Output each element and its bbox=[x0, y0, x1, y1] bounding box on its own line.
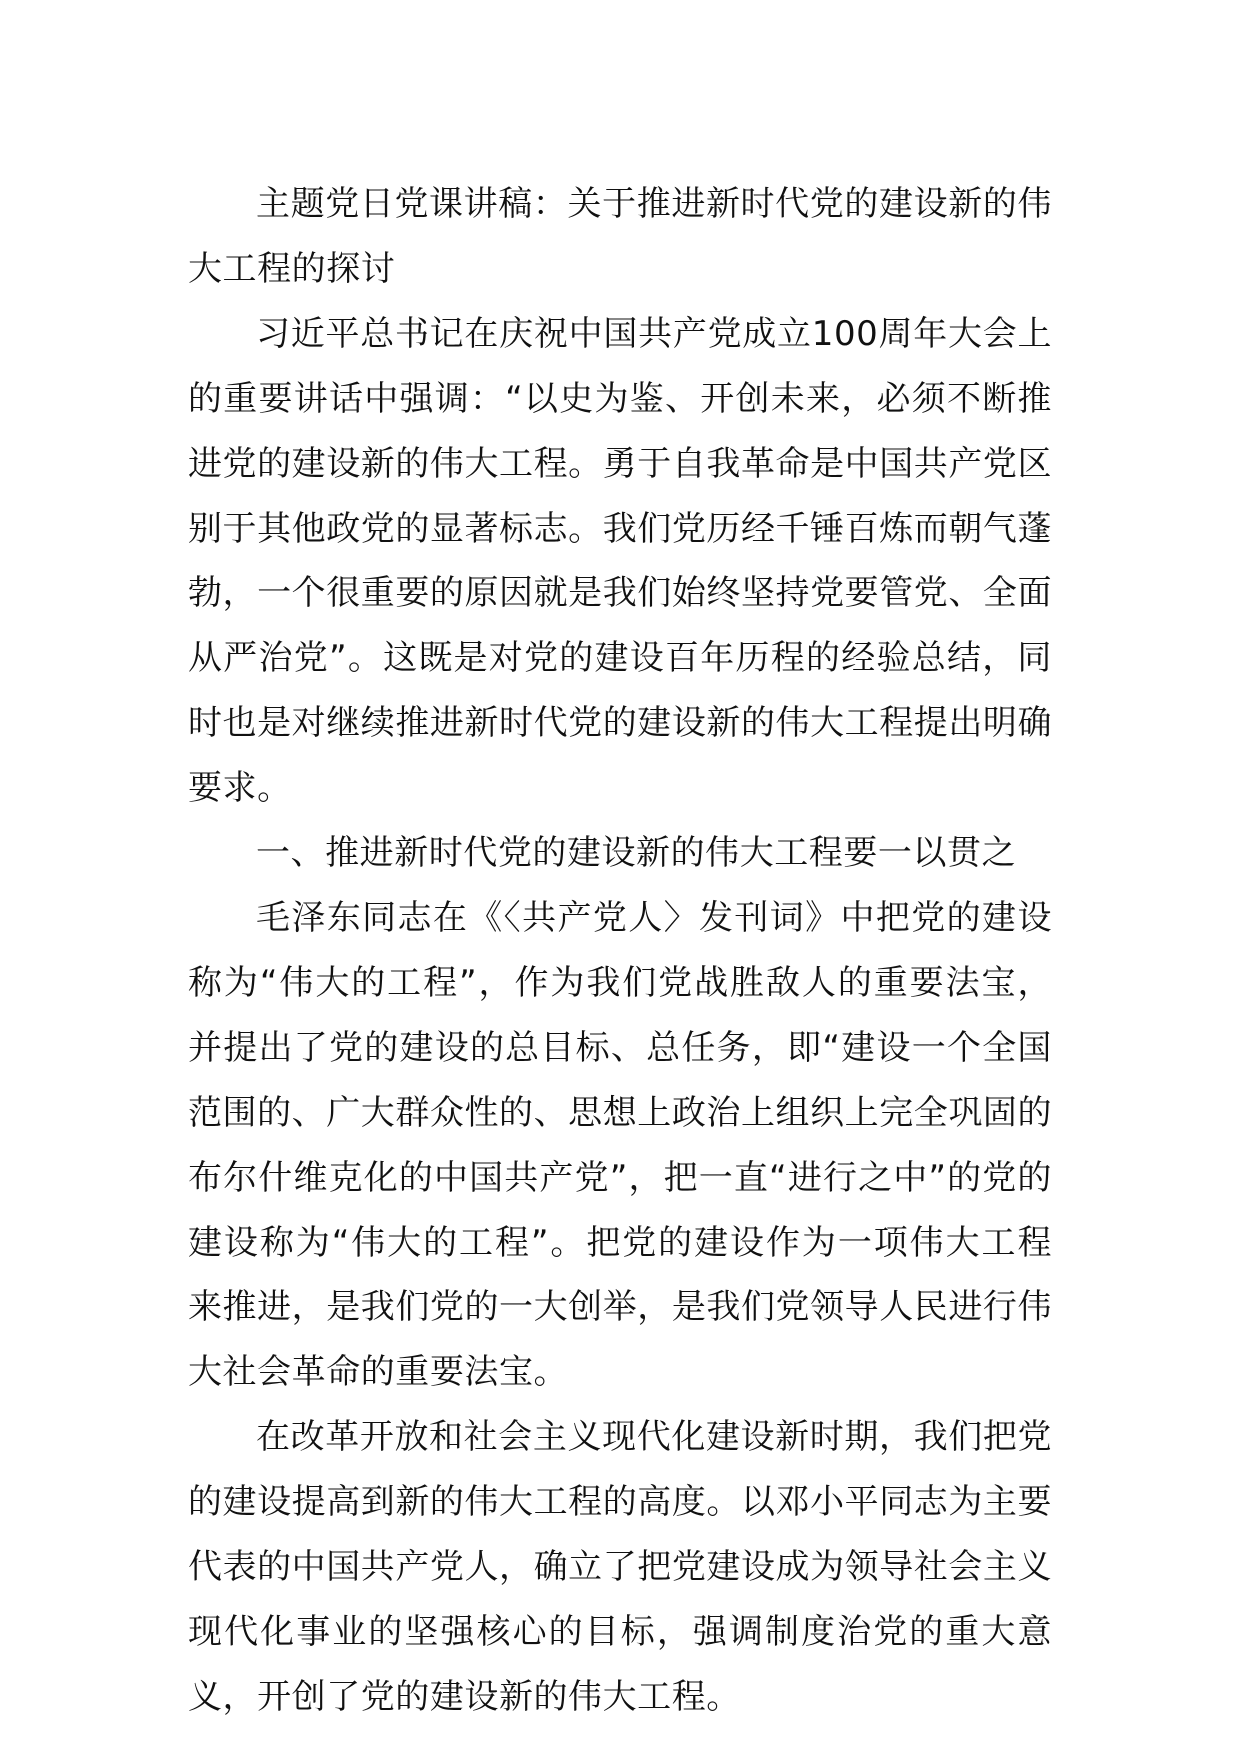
paragraph-intro: 习近平总书记在庆祝中国共产党成立100周年大会上的重要讲话中强调：“以史为鉴、开创未来，必须不断推进党的建设新的伟大工程。勇于自我革命是中国共产党区别于其他政党的显著标志。我们党历经千锤百炼而朝气蓬勃，一个很重要的原因就是我们始终坚持党要管党、全面从严治党”。这既是对党的建设百年历程的经验总结，同时也是对继续推进新时代党的建设新的伟大工程提出明确要求。 bbox=[188, 313, 1052, 809]
paragraph-mao: 毛泽东同志在《〈共产党人〉发刊词》中把党的建设称为“伟大的工程”，作为我们党战胜敌人的重要法宝，并提出了党的建设的总目标、总任务，即“建设一个全国范围的、广大群众性的、思想上政治上组织上完全巩固的布尔什维克化的中国共产党”，把一直“进行之中”的党的建设称为“伟大的工程”。把党的建设作为一项伟大工程来推进，是我们党的一大创举，是我们党领导人民进行伟大社会革命的重要法宝。 bbox=[188, 897, 1052, 1393]
document-title: 主题党日党课讲稿：关于推进新时代党的建设新的伟大工程的探讨 bbox=[188, 184, 1052, 289]
paragraph-reform: 在改革开放和社会主义现代化建设新时期，我们把党的建设提高到新的伟大工程的高度。以邓小平同志为主要代表的中国共产党人，确立了把党建设成为领导社会主义现代化事业的坚强核心的目标，强调制度治党的重大意义，开创了党的建设新的伟大工程。 bbox=[188, 1417, 1052, 1717]
section-heading-1: 一、推进新时代党的建设新的伟大工程要一以贯之 bbox=[256, 833, 1017, 874]
document-page bbox=[188, 172, 1052, 1730]
